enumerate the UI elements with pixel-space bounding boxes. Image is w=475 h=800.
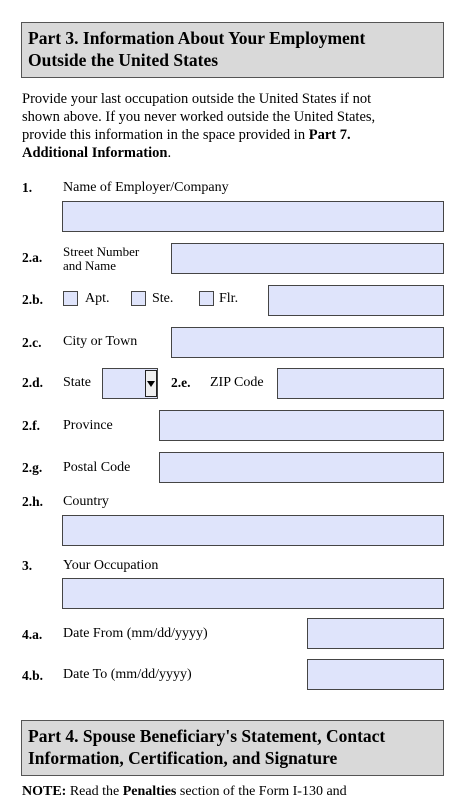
item-num-unit: 2.b. [22,292,44,307]
occupation-field[interactable] [62,578,444,609]
ste-checkbox[interactable] [131,291,146,306]
employer-label: Name of Employer/Company [63,180,229,195]
item-num-postal: 2.g. [22,460,43,475]
intro-additional-info-ref: Additional Information [22,145,168,161]
street-label-line2: and Name [63,258,117,273]
note-text2: section of the Form I-130 and [176,784,347,799]
item-num-city: 2.c. [22,335,42,350]
employer-name-field[interactable] [62,201,444,232]
item-num-date-from: 4.a. [22,627,43,642]
date-to-field[interactable] [307,659,444,690]
intro-line3-text: provide this information in the space provided in [22,127,309,143]
intro-period: . [167,145,172,161]
flr-checkbox[interactable] [199,291,214,306]
part3-intro [22,90,462,162]
intro-line1: Provide your last occupation outside the United States if not [22,91,372,107]
part3-title-line1: Part 3. Information About Your Employment [28,28,366,48]
item-num-employer: 1. [22,180,33,195]
intro-line4 [22,144,462,162]
date-from-label: Date From (mm/dd/yyyy) [63,626,208,641]
date-to-label: Date To (mm/dd/yyyy) [63,667,192,682]
ste-label: Ste. [152,291,174,306]
street-label-line1: Street Number [63,244,140,259]
city-field[interactable] [171,327,444,358]
note-penalties: Penalties [122,784,177,799]
intro-part7-ref: Part 7. [308,127,351,143]
postal-label: Postal Code [63,460,131,475]
part3-header [21,22,444,78]
part4-title-line2: Information, Certification, and Signature [28,748,338,768]
city-label: City or Town [63,334,138,349]
province-label: Province [63,418,113,433]
note-text: Read the [66,784,123,799]
zip-label: ZIP Code [210,375,264,390]
intro-line3 [22,126,462,144]
item-num-occupation: 3. [22,558,33,573]
item-num-street: 2.a. [22,250,43,265]
apt-checkbox[interactable] [63,291,78,306]
country-label: Country [63,494,109,509]
unit-number-field[interactable] [268,285,444,316]
state-dropdown-button[interactable] [145,370,157,397]
street-field[interactable] [171,243,444,274]
date-from-field[interactable] [307,618,444,649]
occupation-label: Your Occupation [63,558,159,573]
part3-title-line2: Outside the United States [28,50,219,70]
street-label [63,245,139,273]
postal-code-field[interactable] [159,452,444,483]
item-num-zip: 2.e. [171,375,191,390]
note-label: NOTE: [22,784,67,799]
apt-label: Apt. [85,291,110,306]
zip-field[interactable] [277,368,444,399]
province-field[interactable] [159,410,444,441]
part4-note [22,784,462,800]
part4-header [21,720,444,776]
item-num-date-to: 4.b. [22,668,44,683]
item-num-province: 2.f. [22,418,40,433]
flr-label: Flr. [219,291,239,306]
item-num-state: 2.d. [22,375,44,390]
triangle-down-icon [147,381,155,387]
part4-title-line1: Part 4. Spouse Beneficiary's Statement, Contact [28,726,386,746]
state-label: State [63,375,91,390]
intro-line2: shown above. If you never worked outside the United States, [22,109,376,125]
country-field[interactable] [62,515,444,546]
item-num-country: 2.h. [22,494,44,509]
